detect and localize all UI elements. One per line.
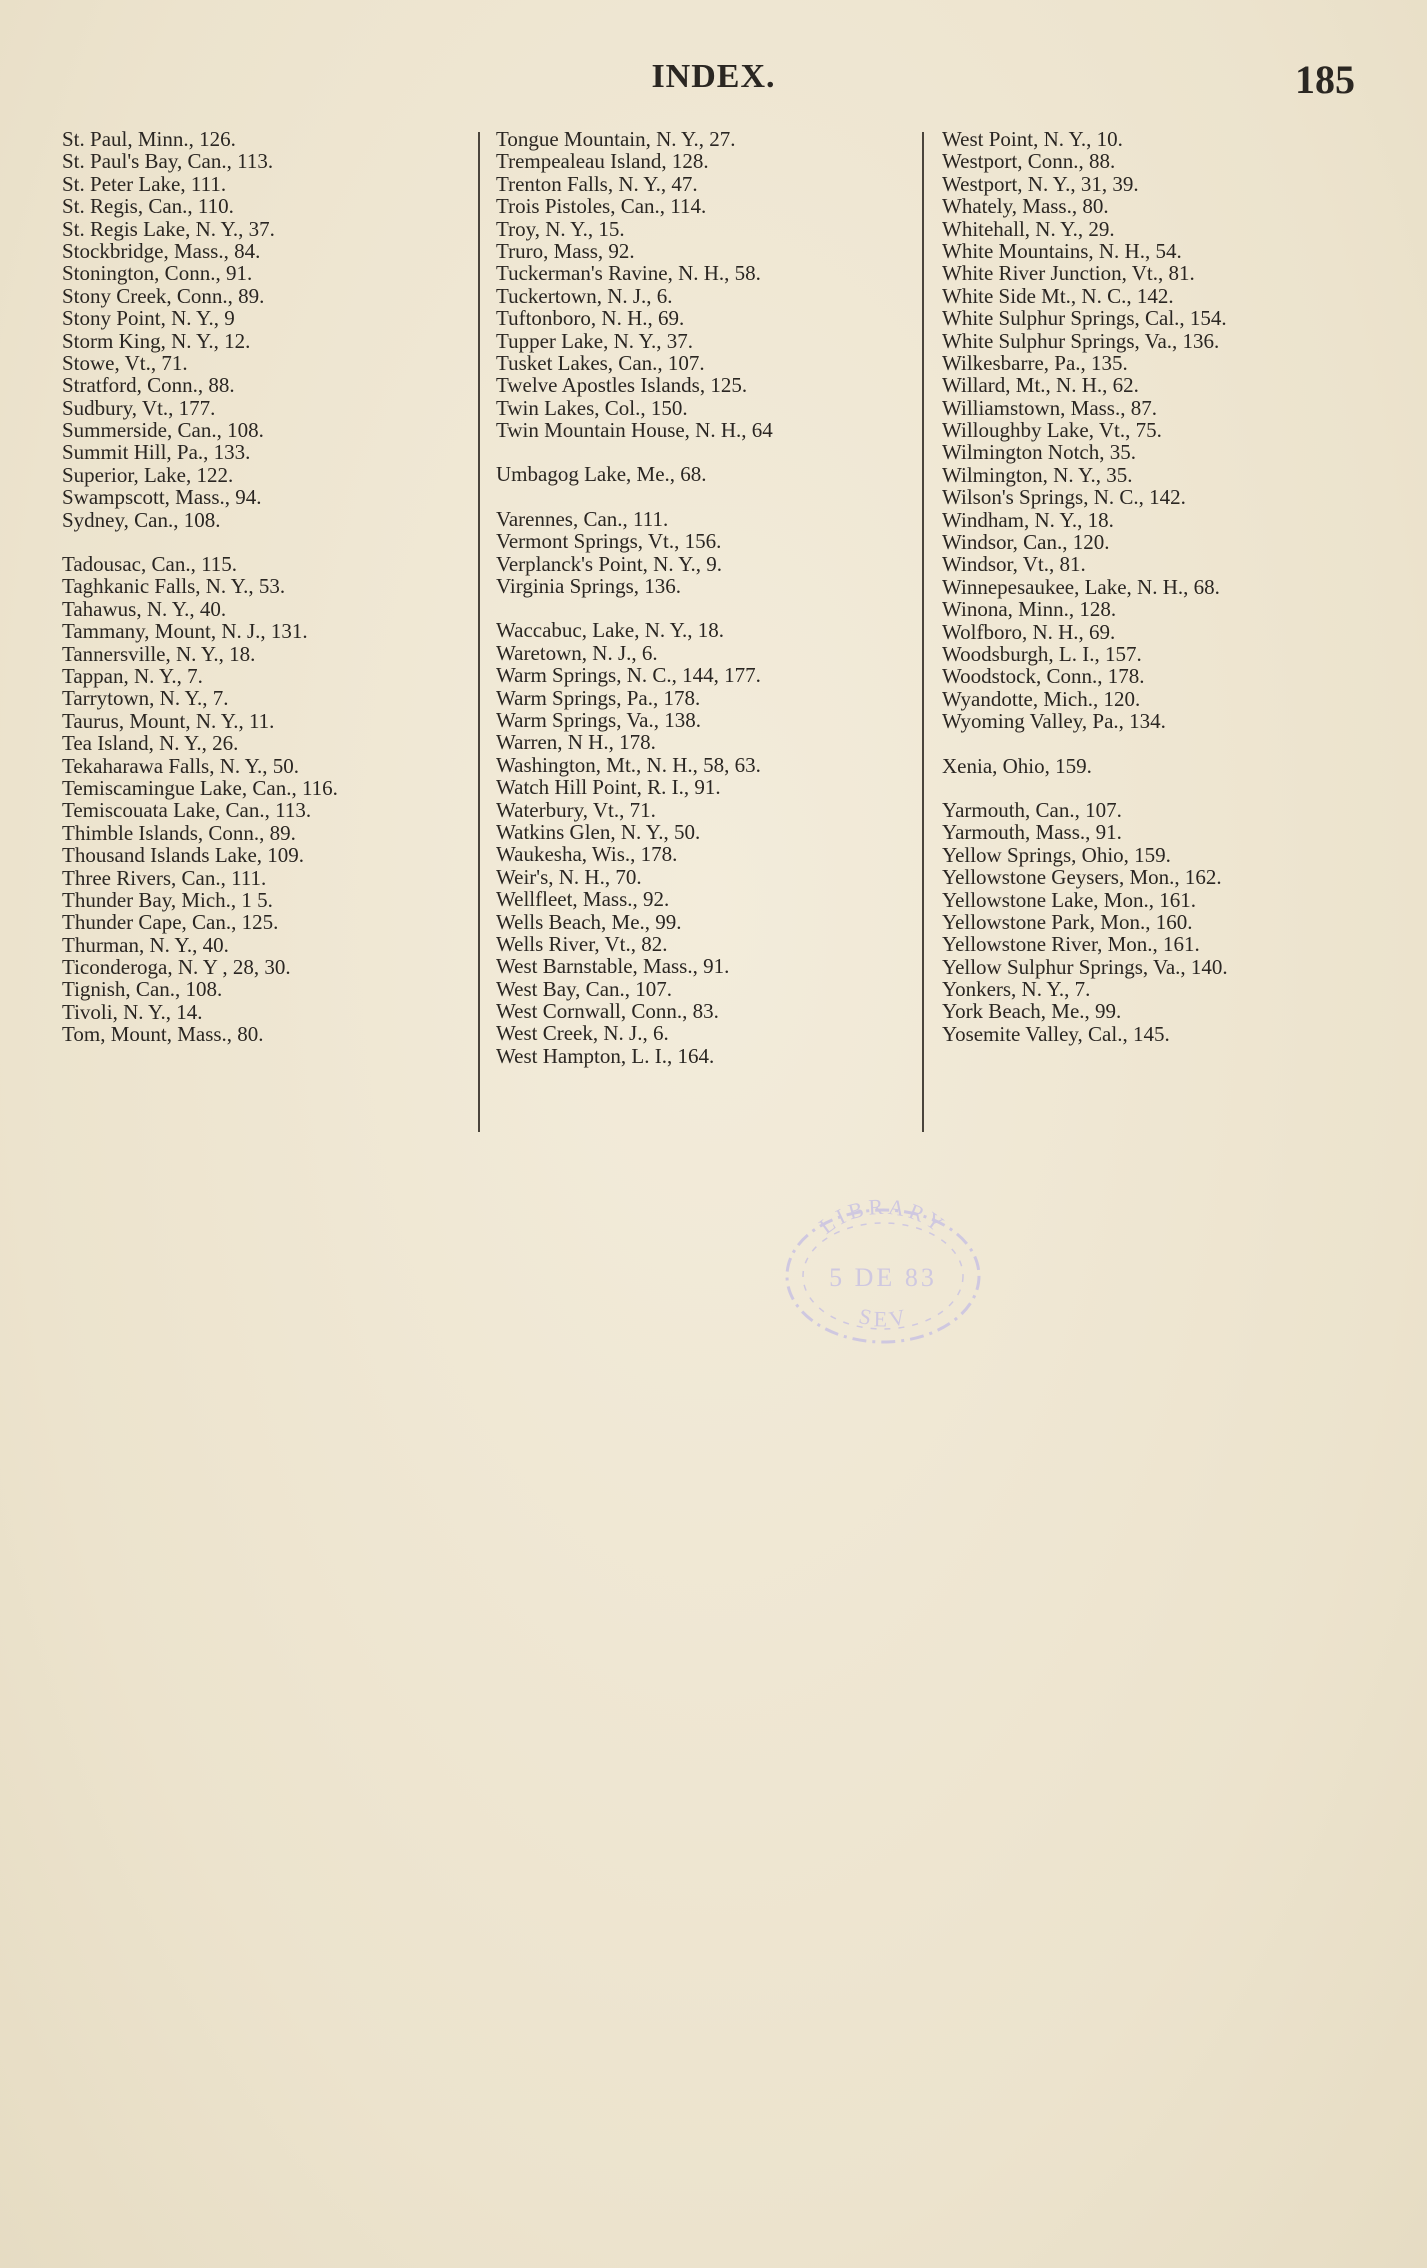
index-entry: West Creek, N. J., 6. [496,1021,669,1046]
index-entry: Tusket Lakes, Can., 107. [496,350,705,375]
index-entry: Tannersville, N. Y., 18. [62,641,256,666]
page-number: 185 [1295,57,1355,102]
index-entry: Windham, N. Y., 18. [942,507,1114,532]
index-entry: Warm Springs, Va., 138. [496,707,701,732]
index-entry: Vermont Springs, Vt., 156. [496,529,722,554]
index-entry: Superior, Lake, 122. [62,462,234,487]
index-entry: Thurman, N. Y., 40. [62,932,229,957]
index-entry: Trenton Falls, N. Y., 47. [496,171,698,196]
index-entry: Tuckertown, N. J., 6. [496,283,673,308]
index-entry: Yellow Springs, Ohio, 159. [942,842,1171,867]
index-entry: Warm Springs, Pa., 178. [496,685,701,710]
index-entry: West Point, N. Y., 10. [942,127,1123,151]
index-entry: Wilkesbarre, Pa., 135. [942,350,1128,375]
index-entry: Twin Mountain House, N. H., 64 [496,418,773,443]
index-entry: Tom, Mount, Mass., 80. [62,1022,264,1047]
index-entry: Wellfleet, Mass., 92. [496,887,670,912]
index-entry: Ticonderoga, N. Y , 28, 30. [62,955,291,980]
index-entry: Yarmouth, Mass., 91. [942,820,1122,845]
index-entry: Thimble Islands, Conn., 89. [62,820,296,845]
index-entry: Washington, Mt., N. H., 58, 63. [496,752,761,777]
index-entry: Waretown, N. J., 6. [496,640,658,665]
section-gap [496,486,920,508]
index-entry: Yarmouth, Can., 107. [942,797,1122,822]
section-gap [942,733,1382,755]
index-entry: Windsor, Can., 120. [942,530,1110,555]
index-entry: Warm Springs, N. C., 144, 177. [496,663,761,688]
index-entry: Troy, N. Y., 15. [496,216,625,241]
index-entry: Tea Island, N. Y., 26. [62,731,239,756]
index-entry: Tekaharawa Falls, N. Y., 50. [62,753,300,778]
index-entry: Westport, Conn., 88. [942,149,1116,174]
index-entry: Yellowstone Lake, Mon., 161. [942,887,1196,912]
index-entry: Williamstown, Mass., 87. [942,395,1157,420]
index-entry: Stonington, Conn., 91. [62,261,253,286]
index-entry: Tupper Lake, N. Y., 37. [496,328,693,353]
index-entry: Truro, Mass, 92. [496,238,635,263]
index-entry: Willard, Mt., N. H., 62. [942,373,1139,398]
index-entry: Stony Point, N. Y., 9 [62,306,235,331]
index-entry: Woodstock, Conn., 178. [942,664,1145,689]
stamp-bottom-text: SEV [856,1303,912,1332]
index-entry: Wilmington, N. Y., 35. [942,462,1133,487]
index-entry: Waccabuc, Lake, N. Y., 18. [496,618,725,643]
index-entry: Trempealeau Island, 128. [496,149,709,174]
index-entry: Wells Beach, Me., 99. [496,909,682,934]
index-entry: White River Junction, Vt., 81. [942,261,1195,286]
index-entry: Wyandotte, Mich., 120. [942,686,1141,711]
index-entry: Woodsburgh, L. I., 157. [942,641,1142,666]
index-entry: Tuckerman's Ravine, N. H., 58. [496,261,761,286]
index-entry: St. Regis, Can., 110. [62,194,234,219]
index-entry: Trois Pistoles, Can., 114. [496,194,707,219]
index-entry: Whately, Mass., 80. [942,194,1109,219]
index-entry: Taurus, Mount, N. Y., 11. [62,708,275,733]
index-entry: Taghkanic Falls, N. Y., 53. [62,574,286,599]
index-entry: White Mountains, N. H., 54. [942,238,1182,263]
index-entry: West Bay, Can., 107. [496,976,673,1001]
index-entry: Wyoming Valley, Pa., 134. [942,709,1166,734]
index-column-1 [62,128,472,1046]
index-entry: Summit Hill, Pa., 133. [62,440,251,465]
index-entry: Summerside, Can., 108. [62,418,264,443]
index-entry: Varennes, Can., 111. [496,506,669,531]
section-gap [62,531,472,553]
index-entry: Tappan, N. Y., 7. [62,663,203,688]
index-entry: Storm King, N. Y., 12. [62,328,251,353]
index-entry: Thunder Cape, Can., 125. [62,910,279,935]
library-stamp [778,1198,988,1348]
index-column-3 [942,128,1382,1045]
index-entry: West Hampton, L. I., 164. [496,1043,715,1068]
index-entry: Waukesha, Wis., 178. [496,842,678,867]
index-entry: Twelve Apostles Islands, 125. [496,373,748,398]
column-divider-1 [478,132,480,1132]
index-entry: Swampscott, Mass., 94. [62,485,262,510]
stamp-date-text: 5 DE 83 [829,1263,937,1292]
index-entry: White Side Mt., N. C., 142. [942,283,1174,308]
index-entry: Wolfboro, N. H., 69. [942,619,1116,644]
index-entry: Stratford, Conn., 88. [62,373,235,398]
index-entry: Tarrytown, N. Y., 7. [62,686,229,711]
index-entry: Yosemite Valley, Cal., 145. [942,1021,1170,1046]
index-entry: Winona, Minn., 128. [942,597,1117,622]
index-entry: Tongue Mountain, N. Y., 27. [496,127,736,151]
index-entry: West Cornwall, Conn., 83. [496,999,719,1024]
index-entry: White Sulphur Springs, Va., 136. [942,328,1220,353]
index-entry: Wilmington Notch, 35. [942,440,1136,465]
index-entry: St. Peter Lake, 111. [62,171,227,196]
index-entry: Temiscouata Lake, Can., 113. [62,798,312,823]
index-entry: St. Paul's Bay, Can., 113. [62,149,274,174]
index-entry: Thunder Bay, Mich., 1 5. [62,887,273,912]
index-entry: Sydney, Can., 108. [62,507,221,532]
index-entry: Yellowstone Geysers, Mon., 162. [942,865,1222,890]
index-entry: Umbagog Lake, Me., 68. [496,462,707,487]
index-entry: West Barnstable, Mass., 91. [496,954,730,979]
section-gap [942,777,1382,799]
index-entry: Windsor, Vt., 81. [942,552,1086,577]
column-divider-2 [922,132,924,1132]
index-entry: Stockbridge, Mass., 84. [62,238,261,263]
index-entry: Twin Lakes, Col., 150. [496,395,688,420]
index-entry: Whitehall, N. Y., 29. [942,216,1115,241]
index-entry: Waterbury, Vt., 71. [496,797,656,822]
index-entry: Tivoli, N. Y., 14. [62,999,203,1024]
index-entry: Weir's, N. H., 70. [496,864,642,889]
index-entry: Verplanck's Point, N. Y., 9. [496,551,723,576]
index-entry: Yellowstone Park, Mon., 160. [942,909,1193,934]
index-entry: Yonkers, N. Y., 7. [942,977,1091,1002]
index-entry: White Sulphur Springs, Cal., 154. [942,306,1227,331]
index-entry: Virginia Springs, 136. [496,574,682,599]
index-entry: Yellow Sulphur Springs, Va., 140. [942,954,1228,979]
index-entry: Watkins Glen, N. Y., 50. [496,819,701,844]
index-entry: Tuftonboro, N. H., 69. [496,306,685,331]
index-entry: St. Paul, Minn., 126. [62,127,236,151]
index-entry: Warren, N H., 178. [496,730,656,755]
index-entry: Westport, N. Y., 31, 39. [942,171,1139,196]
stamp-top-text: LIBRARY [814,1198,952,1239]
index-column-2 [496,128,920,1067]
index-entry: Tammany, Mount, N. J., 131. [62,619,308,644]
index-entry: Wells River, Vt., 82. [496,931,668,956]
page-title: INDEX. [651,58,776,95]
index-entry: Winnepesaukee, Lake, N. H., 68. [942,574,1220,599]
index-entry: Willoughby Lake, Vt., 75. [942,418,1162,443]
section-gap [496,441,920,463]
index-entry: Yellowstone River, Mon., 161. [942,932,1200,957]
index-entry: Tignish, Can., 108. [62,977,223,1002]
index-entry: Three Rivers, Can., 111. [62,865,267,890]
index-entry: Stowe, Vt., 71. [62,350,188,375]
index-entry: St. Regis Lake, N. Y., 37. [62,216,275,241]
index-entry: Thousand Islands Lake, 109. [62,843,305,868]
index-entry: Wilson's Springs, N. C., 142. [942,485,1186,510]
index-entry: Watch Hill Point, R. I., 91. [496,775,721,800]
index-entry: Stony Creek, Conn., 89. [62,283,265,308]
index-entry: Sudbury, Vt., 177. [62,395,216,420]
index-entry: Xenia, Ohio, 159. [942,753,1092,778]
index-entry: Temiscamingue Lake, Can., 116. [62,775,338,800]
index-entry: York Beach, Me., 99. [942,999,1122,1024]
index-entry: Tadousac, Can., 115. [62,552,238,577]
index-entry: Tahawus, N. Y., 40. [62,596,227,621]
section-gap [496,597,920,619]
